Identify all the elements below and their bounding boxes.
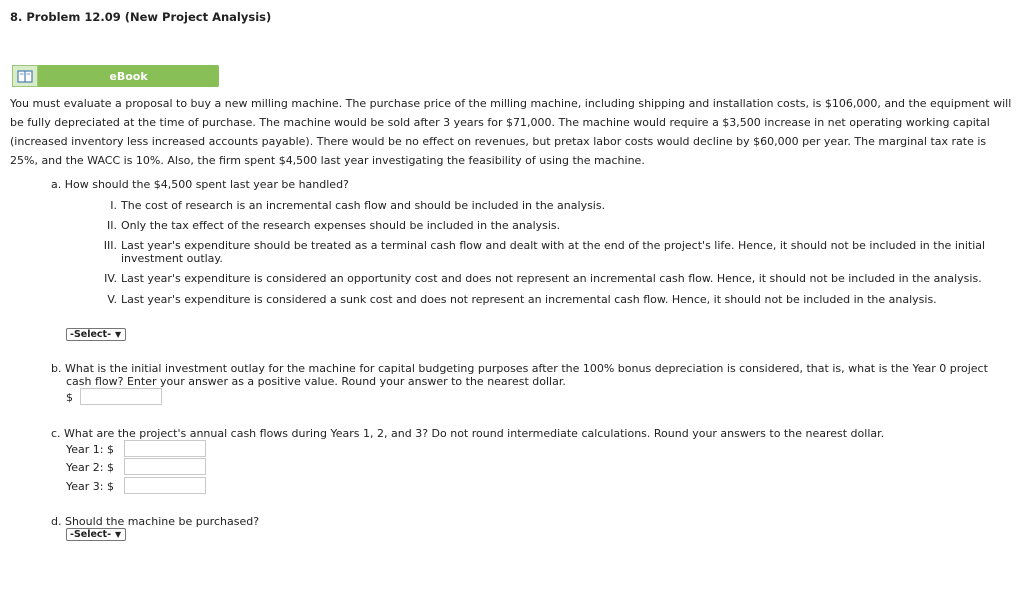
question-a-text: a. How should the $4,500 spent last year be handled? — [51, 178, 349, 191]
chevron-down-icon: ▼ — [115, 330, 122, 339]
option-5 — [101, 293, 937, 306]
year-1-label: Year 1: $ — [66, 443, 114, 456]
ebook-button[interactable]: eBook — [38, 65, 219, 87]
year-2-label: Year 2: $ — [66, 461, 114, 474]
option-text: The cost of research is an incremental cash flow and should be included in the analysis. — [121, 199, 606, 212]
option-4 — [101, 272, 982, 285]
option-text: Last year's expenditure should be treated as a terminal cash flow and dealt with at the end of the project's life. Hence, it should not be included in the initial — [121, 239, 986, 252]
question-b-currency: $ — [66, 391, 73, 404]
initial-outlay-input[interactable] — [80, 388, 162, 405]
question-d-select[interactable] — [66, 528, 126, 541]
option-number: III. — [103, 239, 117, 252]
chevron-down-icon: ▼ — [115, 530, 122, 539]
option-number: II. — [107, 219, 117, 232]
option-number: IV. — [104, 272, 117, 285]
question-a-select[interactable] — [66, 328, 126, 341]
option-text: Only the tax effect of the research expenses should be included in the analysis. — [121, 219, 561, 232]
year-3-input[interactable] — [124, 477, 206, 494]
book-icon[interactable] — [12, 65, 38, 87]
year-3-label: Year 3: $ — [66, 480, 114, 493]
option-1 — [101, 199, 605, 212]
option-3-continuation: investment outlay. — [121, 252, 223, 265]
select-value: -Select- — [70, 329, 112, 340]
question-c-text: c. What are the project's annual cash flows during Years 1, 2, and 3? Do not round intermediate calculations. Round your answers to the nearest dollar. — [51, 427, 885, 440]
problem-statement: You must evaluate a proposal to buy a new milling machine. The purchase price of the milling machine, including shipping and installation costs, is $106,000, and the equipment will be fully depreciated at the time of purchase. The machine would be sold after 3 years for $71,000. The machine would require a $3,500 increase in net operating working capital (increased inventory less increased accounts payable). There would be no effect on revenues, but pretax labor costs would decline by $60,000 per year. The marginal tax rate is 25%, and the WACC is 10%. Also, the firm spent $4,500 last year investigating the feasibility of using the machine. — [10, 97, 1012, 167]
option-text: Last year's expenditure is considered an opportunity cost and does not represent an incremental cash flow. Hence, it should not be included in the analysis. — [121, 272, 982, 285]
year-2-input[interactable] — [124, 458, 206, 475]
option-3 — [101, 239, 1006, 252]
option-text: Last year's expenditure is considered a sunk cost and does not represent an incremental cash flow. Hence, it should not be included in the analysis. — [121, 293, 937, 306]
option-2 — [101, 219, 560, 232]
select-value: -Select- — [70, 529, 112, 540]
page-title: 8. Problem 12.09 (New Project Analysis) — [10, 10, 272, 24]
question-b-text: b. What is the initial investment outlay for the machine for capital budgeting purposes after the 100% bonus depreciation is considered, that is, what is the Year 0 project — [51, 362, 988, 375]
year-1-input[interactable] — [124, 440, 206, 457]
option-number: I. — [110, 199, 117, 212]
ebook-bar[interactable] — [12, 65, 219, 87]
question-d-text: d. Should the machine be purchased? — [51, 515, 260, 528]
option-number: V. — [107, 293, 117, 306]
question-b-text-cont: cash flow? Enter your answer as a positive value. Round your answer to the nearest dollar. — [66, 375, 566, 388]
